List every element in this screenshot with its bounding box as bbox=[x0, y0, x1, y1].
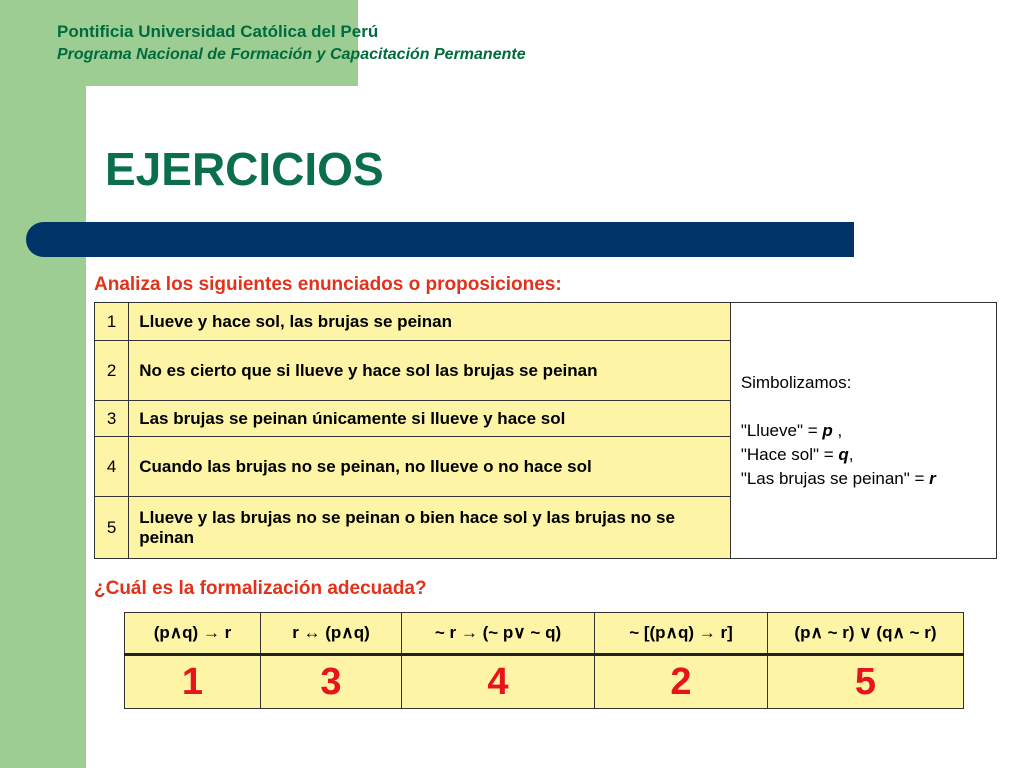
statement-text: Llueve y hace sol, las brujas se peinan bbox=[129, 303, 731, 341]
formula-cell: r ↔ (p∧q) bbox=[261, 613, 402, 655]
statement-text: Llueve y las brujas no se peinan o bien hace sol y las brujas no se peinan bbox=[129, 497, 731, 559]
question-text: ¿Cuál es la formalización adecuada? bbox=[94, 578, 427, 599]
formalization-table bbox=[124, 612, 964, 709]
formula-cell: ~ [(p∧q) → r] bbox=[595, 613, 768, 655]
statements-table bbox=[94, 302, 997, 559]
symbolization-cell bbox=[730, 303, 996, 559]
symbol-q-line: "Hace sol" = q, bbox=[740, 444, 854, 464]
formula-cell: (p∧q) → r bbox=[125, 613, 261, 655]
title-divider-bar bbox=[26, 222, 854, 257]
statement-text: No es cierto que si llueve y hace sol las brujas se peinan bbox=[129, 341, 731, 401]
green-side-strip bbox=[0, 0, 86, 768]
answer-cell: 2 bbox=[595, 655, 768, 709]
statement-text: Cuando las brujas no se peinan, no llueve o no hace sol bbox=[129, 437, 731, 497]
symbol-p-line: "Llueve" = p , bbox=[740, 420, 843, 440]
answer-cell: 5 bbox=[768, 655, 964, 709]
answer-row bbox=[125, 655, 964, 709]
statement-number: 3 bbox=[95, 401, 129, 437]
program-name: Programa Nacional de Formación y Capacitación Permanente bbox=[57, 46, 526, 63]
variable-q: q bbox=[838, 444, 849, 464]
variable-p: p bbox=[822, 420, 833, 440]
formula-cell: ~ r → (~ p∨ ~ q) bbox=[402, 613, 595, 655]
green-top-band bbox=[0, 0, 358, 86]
statement-row bbox=[95, 303, 997, 341]
statement-number: 1 bbox=[95, 303, 129, 341]
variable-r: r bbox=[929, 468, 936, 488]
answer-cell: 4 bbox=[402, 655, 595, 709]
university-name: Pontificia Universidad Católica del Perú bbox=[57, 22, 379, 41]
statement-number: 4 bbox=[95, 437, 129, 497]
statement-number: 5 bbox=[95, 497, 129, 559]
answer-cell: 1 bbox=[125, 655, 261, 709]
answer-cell: 3 bbox=[261, 655, 402, 709]
formula-row bbox=[125, 613, 964, 655]
symbolization-heading: Simbolizamos: bbox=[740, 372, 852, 392]
symbol-r-line: "Las brujas se peinan" = r bbox=[740, 468, 936, 488]
statement-number: 2 bbox=[95, 341, 129, 401]
slide-title: EJERCICIOS bbox=[105, 143, 384, 195]
formula-cell: (p∧ ~ r) ∨ (q∧ ~ r) bbox=[768, 613, 964, 655]
instruction-text: Analiza los siguientes enunciados o proposiciones: bbox=[94, 274, 562, 295]
statement-text: Las brujas se peinan únicamente si llueve y hace sol bbox=[129, 401, 731, 437]
